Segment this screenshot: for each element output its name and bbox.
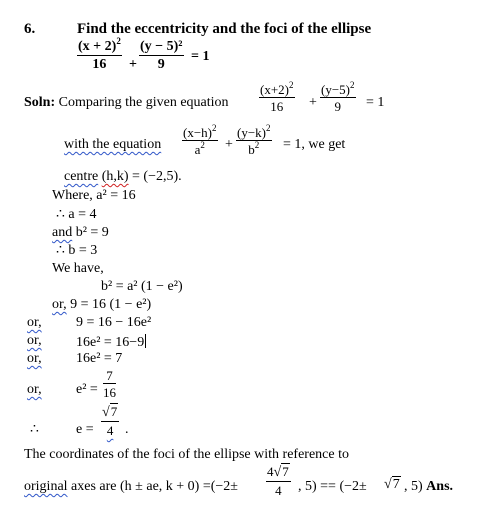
standard-num-1: (x−h) [183,125,212,140]
or-line-3: 16e² = 16−9 [76,335,145,350]
e-lhs: e = [76,422,94,437]
a-value: ∴ a = 4 [56,207,97,222]
compare-rhs: = 1 [366,95,385,110]
relation: b² = a² (1 − e²) [101,279,183,294]
compare-frac-1: $\frac{(x+2)^2}{16}$ [260,80,294,114]
given-eq-num-1: (x + 2) [78,39,117,54]
soln-label: Soln: [24,95,56,110]
e-end: . [125,422,129,437]
or-line-1: or, 9 = 16 (1 − e²) [52,297,152,312]
given-eq-num-2: (y − 5)² [140,39,183,54]
given-eq-exp: 2 [116,36,121,46]
foci-line-start: original axes are (h ± ae, k + 0) =(−2± [24,479,238,494]
compare-frac-2: $\frac{(y-5)^2}{9}$ [321,80,355,114]
given-eq-den-1: 16 [92,57,107,72]
foci-den: 4 [275,483,282,498]
or-line-4: 16e² = 7 [76,351,123,366]
e-num: √7 [102,404,118,420]
coordinates-line: The coordinates of the foci of the ellipse with reference to [24,447,349,462]
or-label-4: or, [27,351,42,366]
e-squared-lhs: e² = [76,382,98,397]
standard-den-2: b [248,142,255,157]
compare-plus: + [309,95,317,110]
compare-num-2: (y−5) [321,82,350,97]
e-squared-frac [103,369,116,399]
standard-den-1: a [194,142,201,157]
standard-plus: + [225,137,233,152]
given-eq-den-2: 9 [157,57,165,72]
and-line: and b² = 9 [52,225,109,240]
compare-den-1: 16 [270,99,284,114]
therefore-symbol: ∴ [30,422,39,437]
e-frac [101,405,119,437]
e-squared-num: 7 [103,369,116,384]
or-label-3: or, [27,333,42,348]
where-line: Where, a² = 16 [52,188,136,203]
or-label-2: or, [27,315,42,330]
centre-line: centre (h,k) = (−2,5). [64,169,182,184]
e-den: 4 [106,423,114,438]
compare-text: Comparing the given equation [58,95,229,110]
given-eq-plus: + [129,57,137,72]
problem-number: 6. [24,21,36,37]
or-line-2: 9 = 16 − 16e² [76,315,152,330]
text-cursor [145,334,146,348]
b-value: ∴ b = 3 [56,243,98,258]
given-eq-rhs: = 1 [191,49,210,64]
we-have: We have, [52,261,104,276]
standard-rhs: = 1, we get [283,137,346,152]
foci-num: 4√7 [267,464,289,480]
e-squared-den: 16 [103,385,116,400]
given-eq-frac-1 [77,36,122,72]
problem-title: Find the eccentricity and the foci of the ellipse [77,21,372,37]
with-text: with the equation [64,137,162,152]
standard-num-2: (y−k) [237,125,266,140]
compare-num-1: (x+2) [260,82,289,97]
solution-intro [24,96,229,110]
foci-frac [266,465,291,497]
foci-end: , 5) Ans. [404,479,454,494]
foci-mid: , 5) == (−2± [298,479,367,494]
foci-radical: √7 [384,477,400,492]
or-label-5: or, [27,382,42,397]
given-eq-frac-2 [139,40,184,72]
answer-label: Ans. [426,479,454,494]
standard-frac-2: $\frac{(y-k)^2}{b^2}$ [237,123,271,157]
standard-frac-1: $\frac{(x-h)^2}{a^2}$ [183,123,217,157]
compare-den-2: 9 [334,99,341,114]
